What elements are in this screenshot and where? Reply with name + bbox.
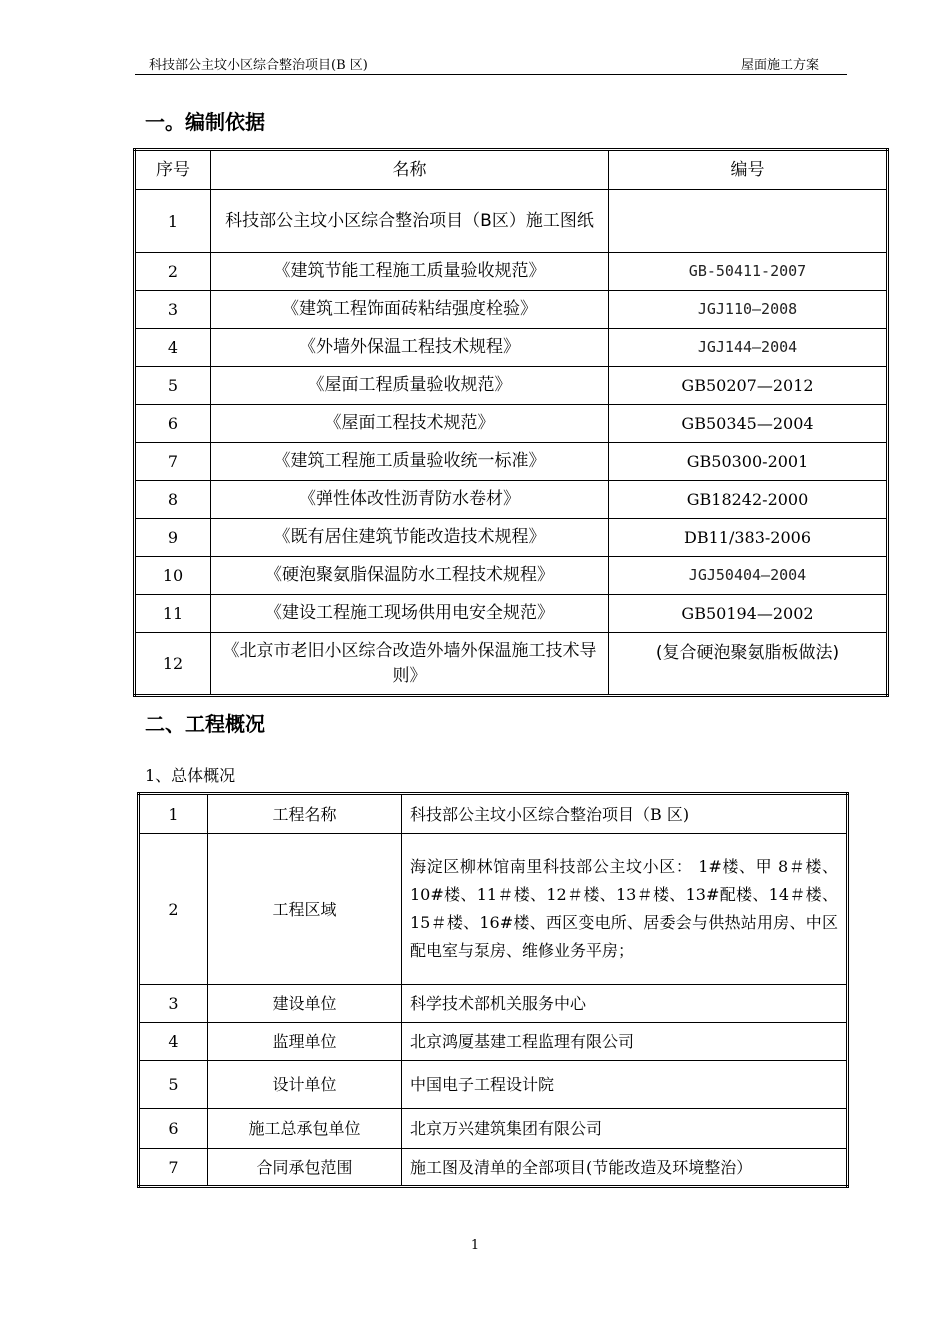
header-project-name: 科技部公主坟小区综合整治项目(B 区) (149, 58, 368, 73)
row-value: 科学技术部机关服务中心 (402, 985, 848, 1023)
row-value: 海淀区柳林馆南里科技部公主坟小区： 1#楼、甲 8＃楼、10#楼、11＃楼、12＃楼、13＃楼、13#配楼、14＃楼、15＃楼、16#楼、西区变电所、居委会与供热站用房、中区配电室与泵房、维修业务平房； (402, 834, 848, 985)
row-label: 工程区域 (208, 834, 402, 985)
row-no: 6 (135, 405, 211, 443)
row-no: 2 (139, 834, 208, 985)
row-code: GB50300-2001 (609, 443, 888, 481)
row-name: 《硬泡聚氨脂保温防水工程技术规程》 (211, 557, 609, 595)
row-name: 《屋面工程质量验收规范》 (211, 367, 609, 405)
table-row (135, 367, 888, 405)
row-no: 1 (139, 794, 208, 834)
row-no: 5 (139, 1061, 208, 1109)
table-row (135, 633, 888, 696)
table-row (135, 329, 888, 367)
row-no: 12 (135, 633, 211, 696)
row-label: 施工总承包单位 (208, 1109, 402, 1149)
page-number: 1 (470, 1238, 480, 1253)
row-code: JGJ110—2008 (609, 291, 888, 329)
row-label: 设计单位 (208, 1061, 402, 1109)
row-name: 《弹性体改性沥青防水卷材》 (211, 481, 609, 519)
row-code: JGJ50404—2004 (609, 557, 888, 595)
table-row (139, 1109, 848, 1149)
row-no: 4 (139, 1023, 208, 1061)
row-code: GB50345—2004 (609, 405, 888, 443)
table-row (135, 190, 888, 253)
row-no: 8 (135, 481, 211, 519)
row-code: GB18242-2000 (609, 481, 888, 519)
row-no: 6 (139, 1109, 208, 1149)
row-code: GB50207—2012 (609, 367, 888, 405)
table-row (139, 1149, 848, 1187)
row-value: 北京鸿厦基建工程监理有限公司 (402, 1023, 848, 1061)
row-code (609, 190, 888, 253)
row-label: 监理单位 (208, 1023, 402, 1061)
section-title-basis: 一。编制依据 (145, 110, 265, 134)
row-name: 《既有居住建筑节能改造技术规程》 (211, 519, 609, 557)
page-header (135, 58, 847, 75)
header-cell-code: 编号 (609, 150, 888, 190)
table-row (139, 1061, 848, 1109)
row-label: 建设单位 (208, 985, 402, 1023)
table-row (135, 443, 888, 481)
row-label: 工程名称 (208, 794, 402, 834)
header-cell-no: 序号 (135, 150, 211, 190)
row-name: 《建筑节能工程施工质量验收规范》 (211, 253, 609, 291)
row-no: 3 (139, 985, 208, 1023)
table-row (139, 985, 848, 1023)
row-no: 4 (135, 329, 211, 367)
row-code: GB50194—2002 (609, 595, 888, 633)
row-value: 中国电子工程设计院 (402, 1061, 848, 1109)
table-row (139, 1023, 848, 1061)
row-no: 7 (135, 443, 211, 481)
row-no: 9 (135, 519, 211, 557)
row-name: 《建设工程施工现场供用电安全规范》 (211, 595, 609, 633)
row-code: DB11/383-2006 (609, 519, 888, 557)
row-label: 合同承包范围 (208, 1149, 402, 1187)
table-row (135, 519, 888, 557)
row-no: 5 (135, 367, 211, 405)
table-row (135, 253, 888, 291)
table-row (135, 481, 888, 519)
subsection-title: 1、总体概况 (145, 766, 236, 785)
row-name: 《建筑工程施工质量验收统一标准》 (211, 443, 609, 481)
row-code: (复合硬泡聚氨脂板做法) (609, 633, 888, 696)
row-no: 2 (135, 253, 211, 291)
row-no: 3 (135, 291, 211, 329)
row-no: 1 (135, 190, 211, 253)
row-no: 10 (135, 557, 211, 595)
table-row (135, 405, 888, 443)
row-name: 科技部公主坟小区综合整治项目（B区）施工图纸 (211, 190, 609, 253)
row-code: JGJ144—2004 (609, 329, 888, 367)
header-cell-name: 名称 (211, 150, 609, 190)
header-document-title: 屋面施工方案 (740, 58, 819, 73)
row-value: 北京万兴建筑集团有限公司 (402, 1109, 848, 1149)
row-name: 《北京市老旧小区综合改造外墙外保温施工技术导则》 (211, 633, 609, 696)
row-no: 7 (139, 1149, 208, 1187)
table-row (135, 557, 888, 595)
row-name: 《外墙外保温工程技术规程》 (211, 329, 609, 367)
table-header-row (135, 150, 888, 190)
row-value: 科技部公主坟小区综合整治项目（B 区) (402, 794, 848, 834)
table-row (139, 794, 848, 834)
row-code: GB-50411-2007 (609, 253, 888, 291)
basis-table (133, 148, 889, 697)
section-title-overview: 二、工程概况 (145, 712, 265, 736)
table-row (139, 834, 848, 985)
table-row (135, 595, 888, 633)
row-name: 《建筑工程饰面砖粘结强度栓验》 (211, 291, 609, 329)
row-value: 施工图及清单的全部项目(节能改造及环境整治） (402, 1149, 848, 1187)
overview-table (137, 792, 849, 1188)
row-no: 11 (135, 595, 211, 633)
row-name: 《屋面工程技术规范》 (211, 405, 609, 443)
table-row (135, 291, 888, 329)
